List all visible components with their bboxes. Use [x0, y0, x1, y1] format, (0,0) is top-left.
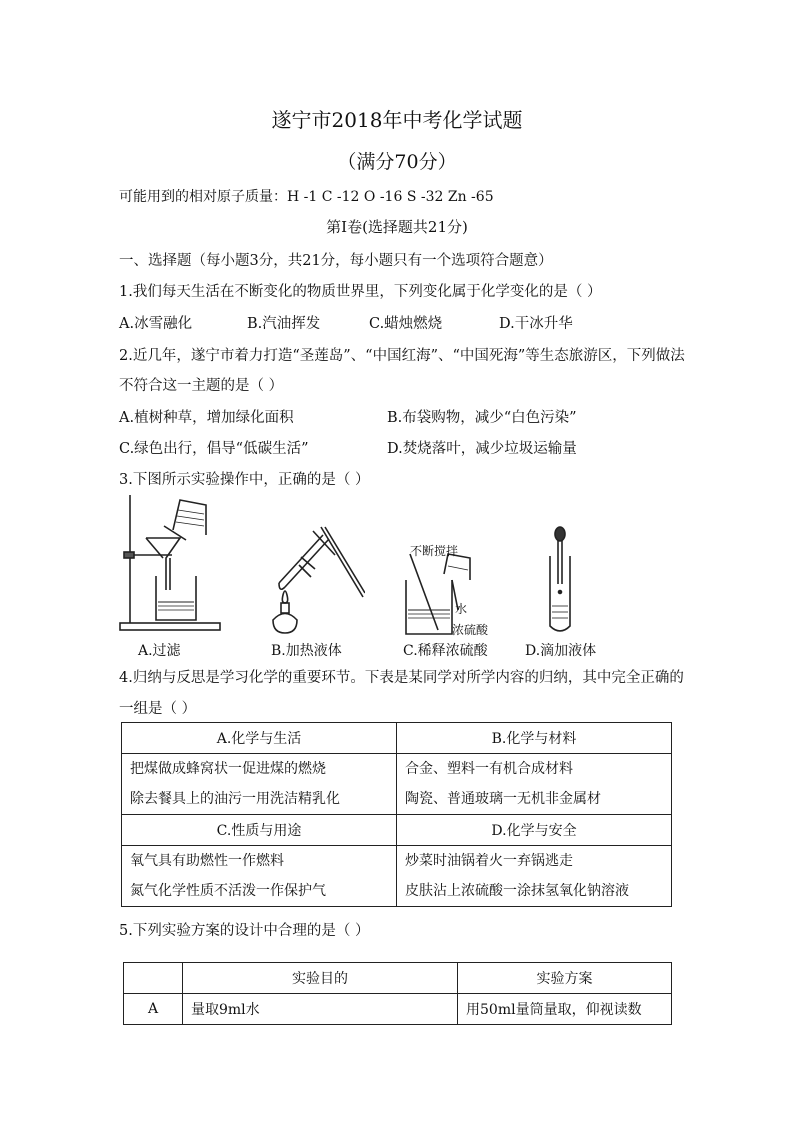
q4-head-c: C.性质与用途	[122, 815, 397, 846]
q4-summary-table	[121, 722, 672, 907]
q4-cell-b	[397, 754, 672, 815]
q5-row-a-purpose: 量取9ml水	[183, 994, 458, 1025]
q4-cell-a	[122, 754, 397, 815]
q5-experiment-table	[123, 962, 672, 1025]
q4-stem-line2: 一组是（ ）	[119, 701, 197, 717]
q4-b-line2: 陶瓷、普通玻璃一无机非金属材	[405, 791, 601, 807]
q5-header-blank	[124, 963, 183, 994]
figure-caption-b: B.加热液体	[271, 643, 342, 659]
figure-caption-d: D.滴加液体	[525, 643, 597, 659]
q4-a-line2: 除去餐具上的油污一用洗洁精乳化	[130, 791, 340, 807]
q4-cell-c	[122, 846, 397, 907]
q4-c-line2: 氮气化学性质不活泼一作保护气	[130, 883, 326, 899]
q2-option-c: C.绿色出行，倡导“低碳生活”	[119, 441, 309, 457]
q4-c-line1: 氧气具有助燃性一作燃料	[130, 853, 284, 869]
instructions: 一、选择题（每小题3分，共21分，每小题只有一个选项符合题意）	[119, 253, 553, 269]
q5-header-plan: 实验方案	[458, 963, 672, 994]
q1-option-c: C.蜡烛燃烧	[369, 316, 443, 332]
q4-a-line1: 把煤做成蜂窝状一促进煤的燃烧	[130, 761, 326, 777]
q1-stem: 1.我们每天生活在不断变化的物质世界里，下列变化属于化学变化的是（ ）	[119, 284, 602, 300]
q4-cell-d	[397, 846, 672, 907]
annotation-stir: 不断搅拌	[410, 544, 459, 558]
q4-head-a: A.化学与生活	[122, 723, 397, 754]
annotation-water: 水	[455, 602, 468, 616]
q1-option-a: A.冰雪融化	[119, 316, 193, 332]
q4-d-line2: 皮肤沾上浓硫酸一涂抹氢氧化钠溶液	[405, 883, 629, 899]
atomic-masses: 可能用到的相对原子质量：H -1 C -12 O -16 S -32 Zn -65	[119, 189, 494, 205]
q1-option-b: B.汽油挥发	[247, 316, 321, 332]
q2-option-d: D.焚烧落叶，减少垃圾运输量	[387, 441, 577, 457]
q2-option-a: A.植树种草，增加绿化面积	[119, 410, 294, 426]
q5-header-purpose: 实验目的	[183, 963, 458, 994]
q4-head-b: B.化学与材料	[397, 723, 672, 754]
q2-stem-line2: 不符合这一主题的是（ ）	[119, 378, 284, 394]
q4-d-line1: 炒菜时油锅着火一弃锅逃走	[405, 853, 573, 869]
filtration-apparatus-figure	[118, 490, 228, 635]
annotation-acid: 浓硫酸	[452, 623, 489, 637]
figure-caption-c: C.稀释浓硫酸	[403, 643, 488, 659]
page-title: 遂宁市2018年中考化学试题	[271, 108, 523, 132]
q2-stem-line1: 2.近几年，遂宁市着力打造“圣莲岛”、“中国红海”、“中国死海”等生态旅游区，下列做法	[119, 348, 685, 364]
section-title: 第Ⅰ卷(选择题共21分)	[326, 218, 468, 236]
q2-option-b: B.布袋购物，减少“白色污染”	[387, 410, 577, 426]
score-note: （满分70分）	[337, 151, 457, 173]
q4-stem-line1: 4.归纳与反思是学习化学的重要环节。下表是某同学对所学内容的归纳，其中完全正确的	[119, 670, 684, 686]
q4-head-d: D.化学与安全	[397, 815, 672, 846]
q5-row-a-label: A	[124, 994, 183, 1025]
q1-option-d: D.干冰升华	[499, 316, 573, 332]
dropping-liquid-figure	[540, 526, 580, 638]
q3-stem: 3.下图所示实验操作中，正确的是（ ）	[119, 472, 370, 488]
q5-row-a-plan: 用50ml量筒量取，仰视读数	[458, 994, 672, 1025]
figure-caption-a: A.过滤	[138, 643, 181, 659]
q5-stem: 5.下列实验方案的设计中合理的是（ ）	[119, 923, 370, 939]
heating-liquid-figure	[265, 525, 365, 637]
q4-b-line1: 合金、塑料一有机合成材料	[405, 761, 573, 777]
